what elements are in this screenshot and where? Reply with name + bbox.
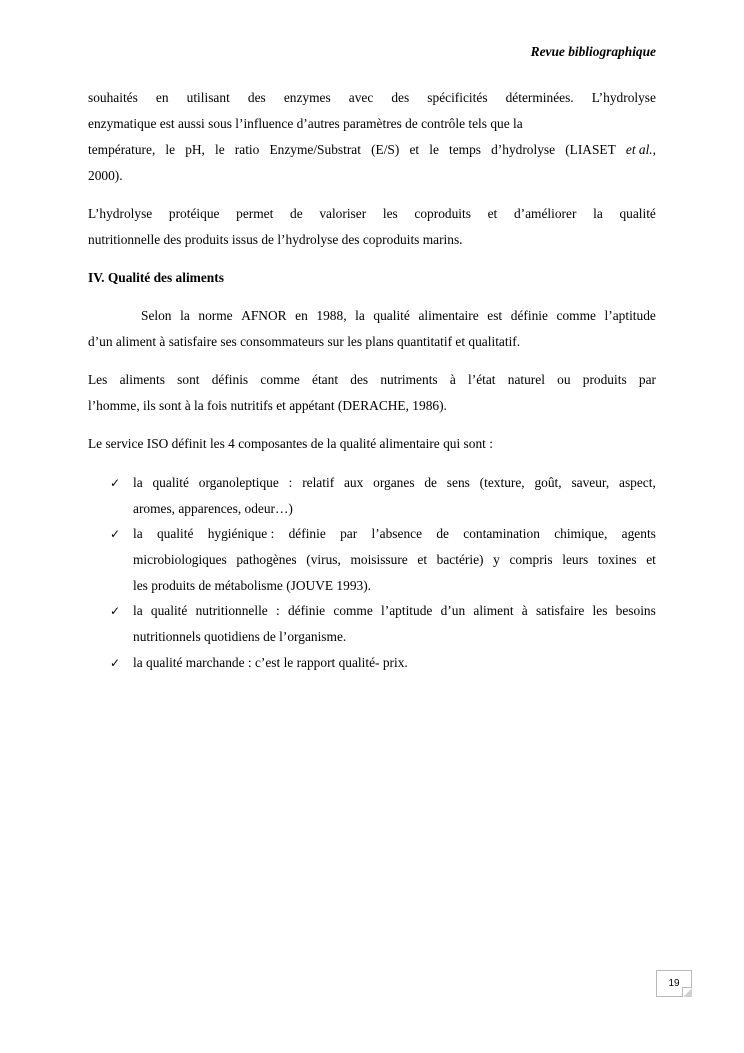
word: Enzyme/Substrat xyxy=(269,142,361,157)
word: valoriser xyxy=(319,206,367,221)
word: définie xyxy=(288,526,326,541)
section-heading: IV. Qualité des aliments xyxy=(88,270,224,285)
word: (E/S) xyxy=(371,142,400,157)
word: de xyxy=(436,526,449,541)
word: besoins xyxy=(615,603,656,618)
word: nutritionnelle xyxy=(195,603,268,618)
word: AFNOR xyxy=(241,308,287,323)
word: norme xyxy=(198,308,233,323)
text-line: enzymatique est aussi sous l’influence d’autres paramètres de contrôle tels que la xyxy=(88,116,523,131)
paragraph-iso-intro: Le service ISO définit les 4 composantes de la qualité alimentaire qui sont : xyxy=(88,436,493,451)
word: ratio xyxy=(234,142,260,157)
word: permet xyxy=(236,206,274,221)
word: microbiologiques xyxy=(133,552,227,567)
word: température, xyxy=(88,142,156,157)
word: la xyxy=(593,206,603,221)
word: Selon xyxy=(141,308,172,323)
word: satisfaire xyxy=(535,603,585,618)
text-line: 2000). xyxy=(88,168,123,183)
word: : xyxy=(288,475,293,490)
word: comme xyxy=(556,308,596,323)
word: définie xyxy=(287,603,326,618)
word: l’aptitude xyxy=(604,308,656,323)
word: aliments xyxy=(119,372,165,387)
word: Les xyxy=(88,372,108,387)
word: souhaités xyxy=(88,90,138,105)
page-number: 19 xyxy=(668,978,680,989)
word: d’améliorer xyxy=(513,206,577,221)
word: et xyxy=(487,206,498,221)
word: la xyxy=(355,308,365,323)
text-line: les produits de métabolisme (JOUVE 1993). xyxy=(133,578,372,593)
word: qualité xyxy=(156,526,194,541)
word: l’aptitude xyxy=(381,603,433,618)
checkmark-icon: ✓ xyxy=(110,656,121,670)
list-item xyxy=(110,598,656,650)
word: hygiénique : xyxy=(207,526,275,541)
word: : xyxy=(275,603,280,618)
word: des xyxy=(350,372,369,387)
word: et xyxy=(646,552,656,567)
word: la xyxy=(133,526,143,541)
word: chimique, xyxy=(554,526,608,541)
word: bactérie) xyxy=(436,552,484,567)
word: la xyxy=(180,308,190,323)
word: qualité xyxy=(619,206,656,221)
word: par xyxy=(340,526,358,541)
word: toxines xyxy=(597,552,637,567)
justified-line xyxy=(133,521,656,547)
word: d’hydrolyse xyxy=(491,142,556,157)
word: produits xyxy=(582,372,627,387)
word: utilisant xyxy=(186,90,230,105)
word: pathogènes xyxy=(236,552,297,567)
checkmark-icon: ✓ xyxy=(110,476,121,490)
word: relatif xyxy=(302,475,335,490)
word: leurs xyxy=(562,552,589,567)
word: en xyxy=(155,90,169,105)
word: goût, xyxy=(534,475,562,490)
word: protéique xyxy=(168,206,220,221)
word: contamination xyxy=(463,526,540,541)
running-header: Revue bibliographique xyxy=(530,44,656,59)
word: temps xyxy=(449,142,481,157)
justified-line xyxy=(88,201,656,227)
word: qualité xyxy=(150,603,188,618)
checkmark-icon: ✓ xyxy=(110,604,121,618)
justified-line xyxy=(133,470,656,496)
word: ou xyxy=(557,372,571,387)
checkmark-icon: ✓ xyxy=(110,527,121,541)
justified-line xyxy=(141,303,656,329)
word: l’état xyxy=(468,372,496,387)
word: est xyxy=(487,308,503,323)
word: aspect, xyxy=(619,475,656,490)
page-curl-icon xyxy=(682,987,692,997)
word: (virus, xyxy=(306,552,341,567)
word: (LIASET xyxy=(565,142,616,157)
justified-line xyxy=(88,137,656,163)
word: les xyxy=(382,206,398,221)
list-item xyxy=(110,521,656,599)
word: aux xyxy=(343,475,364,490)
word: le xyxy=(165,142,176,157)
word: définie xyxy=(510,308,548,323)
word: coproduits xyxy=(414,206,471,221)
word: saveur, xyxy=(571,475,610,490)
word: l’absence xyxy=(371,526,423,541)
word: et xyxy=(417,552,428,567)
word: en xyxy=(295,308,308,323)
text-line: nutritionnels quotidiens de l’organisme. xyxy=(133,629,347,644)
word: de xyxy=(290,206,303,221)
word: y xyxy=(493,552,500,567)
word: définis xyxy=(211,372,249,387)
word: sens xyxy=(446,475,470,490)
word: nutriments xyxy=(380,372,438,387)
word: de xyxy=(424,475,437,490)
word: la xyxy=(133,603,143,618)
word: moisissure xyxy=(350,552,408,567)
word: par xyxy=(638,372,656,387)
page-number-box xyxy=(656,970,692,997)
word: des xyxy=(391,90,410,105)
word: organoleptique xyxy=(198,475,279,490)
word: L’hydrolyse xyxy=(591,90,656,105)
word: d’un xyxy=(440,603,466,618)
word: alimentaire xyxy=(418,308,479,323)
word: enzymes xyxy=(283,90,331,105)
word: spécificités xyxy=(427,90,488,105)
list-item xyxy=(110,650,656,676)
justified-line xyxy=(88,85,656,111)
list-item xyxy=(110,470,656,522)
text-line: aromes, apparences, odeur…) xyxy=(133,501,293,516)
justified-line xyxy=(133,547,656,573)
word: agents xyxy=(621,526,656,541)
word: sont xyxy=(177,372,200,387)
word: comme xyxy=(333,603,373,618)
word: L’hydrolyse xyxy=(88,206,153,221)
word: pH, xyxy=(185,142,205,157)
justified-line xyxy=(133,598,656,624)
word: le xyxy=(429,142,439,157)
word: (texture, xyxy=(479,475,525,490)
word: naturel xyxy=(507,372,545,387)
word: et xyxy=(409,142,420,157)
text-line: d’un aliment à satisfaire ses consommateurs sur les plans quantitatif et qualitatif. xyxy=(88,334,521,349)
word: à xyxy=(449,372,456,387)
word: les xyxy=(592,603,608,618)
word: la xyxy=(133,475,143,490)
word: des xyxy=(247,90,266,105)
justified-line xyxy=(88,367,656,393)
word: étant xyxy=(312,372,339,387)
word: compris xyxy=(509,552,553,567)
word: qualité xyxy=(373,308,410,323)
word: comme xyxy=(260,372,300,387)
word: avec xyxy=(348,90,374,105)
text-line: l’homme, ils sont à la fois nutritifs et appétant (DERACHE, 1986). xyxy=(88,398,447,413)
word: aliment xyxy=(473,603,514,618)
word: qualité xyxy=(152,475,189,490)
word: déterminées. xyxy=(505,90,574,105)
word: le xyxy=(215,142,225,157)
word: à xyxy=(521,603,528,618)
text-line: nutritionnelle des produits issus de l’hydrolyse des coproduits marins. xyxy=(88,232,463,247)
italic-citation: et al., xyxy=(625,142,656,157)
word: organes xyxy=(373,475,415,490)
text-line: la qualité marchande : c’est le rapport qualité- prix. xyxy=(133,655,408,670)
word: 1988, xyxy=(316,308,347,323)
